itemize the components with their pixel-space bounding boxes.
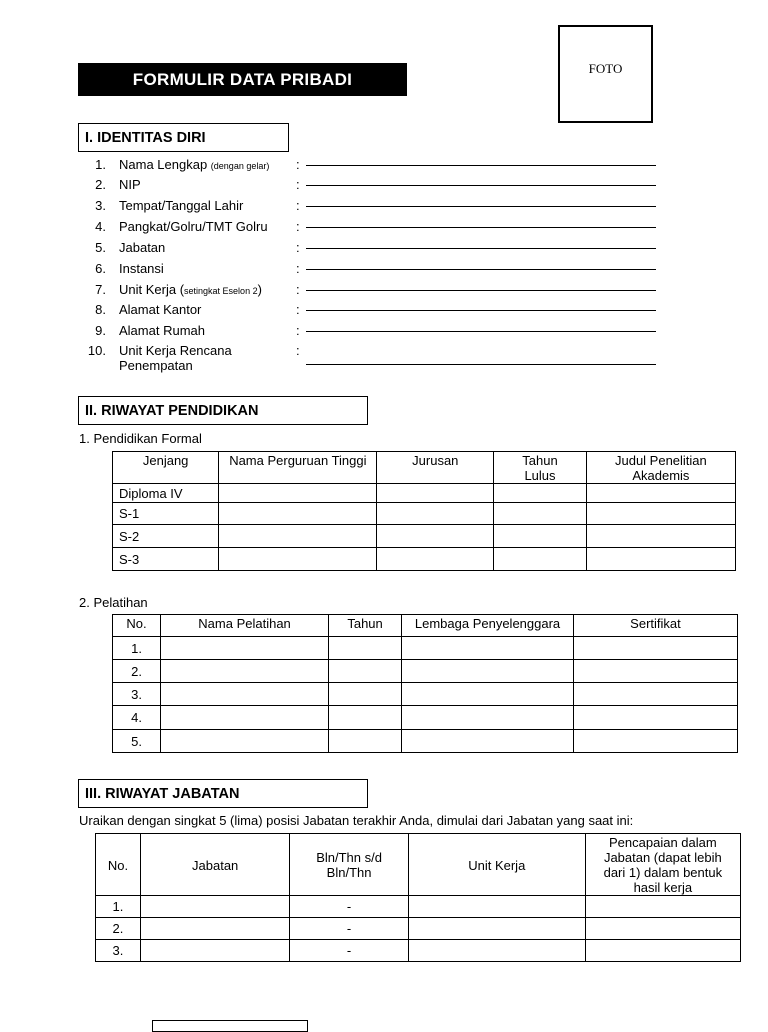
identity-field-row <box>86 198 656 214</box>
column-header <box>161 615 329 637</box>
column-header-line: Pencapaian dalam <box>609 835 717 850</box>
identity-field-row <box>86 157 656 173</box>
column-header <box>408 834 585 896</box>
row-label-cell <box>96 940 141 962</box>
identity-field-row <box>86 177 656 193</box>
column-header <box>494 452 587 484</box>
table-cell[interactable] <box>329 706 402 730</box>
formal-education-table <box>112 451 736 571</box>
field-number: 8. <box>95 302 106 317</box>
column-header <box>585 834 740 896</box>
field-label-text: Alamat Rumah <box>119 323 205 338</box>
column-header-line: Lulus <box>524 468 556 483</box>
table-cell[interactable] <box>329 683 402 706</box>
table-cell[interactable] <box>402 660 574 683</box>
field-label-text: Nama Lengkap <box>119 157 208 172</box>
field-colon: : <box>296 240 300 255</box>
table-cell[interactable] <box>408 896 585 918</box>
column-header-line: Tahun <box>522 453 558 468</box>
formal-education-subtitle: 1. Pendidikan Formal <box>79 431 202 446</box>
field-input-line[interactable] <box>306 290 656 291</box>
table-cell[interactable] <box>585 940 740 962</box>
bottom-box <box>152 1020 308 1032</box>
field-number: 10. <box>87 343 106 358</box>
table-row <box>113 637 738 660</box>
identity-field-row <box>86 323 656 339</box>
column-header <box>140 834 289 896</box>
header-row <box>96 834 741 896</box>
field-number: 1. <box>95 157 106 172</box>
field-label <box>119 302 201 317</box>
column-header-line: Jabatan <box>192 857 239 873</box>
training-table <box>112 614 738 753</box>
row-label: S-3 <box>119 551 140 567</box>
table-cell[interactable] <box>161 660 329 683</box>
field-colon: : <box>296 219 300 234</box>
field-number: 4. <box>95 219 106 234</box>
identity-field-row <box>86 302 656 318</box>
table-cell[interactable] <box>377 525 494 548</box>
row-label-cell <box>113 660 161 683</box>
column-header-line: Judul Penelitian <box>614 453 707 468</box>
row-label-cell <box>96 896 141 918</box>
dash-placeholder: - <box>346 899 352 914</box>
table-cell[interactable] <box>161 683 329 706</box>
field-label <box>119 157 269 172</box>
field-label-text: Instansi <box>119 261 164 276</box>
field-input-line[interactable] <box>306 227 656 228</box>
table-cell[interactable] <box>586 484 735 503</box>
column-header-line: No. <box>126 616 147 631</box>
field-label <box>119 198 243 213</box>
row-label-cell <box>113 706 161 730</box>
field-number: 5. <box>95 240 106 255</box>
row-label-cell <box>113 484 219 503</box>
field-input-line[interactable] <box>306 310 656 311</box>
field-label-text: Tempat/Tanggal Lahir <box>119 198 244 213</box>
field-input-line[interactable] <box>306 206 656 207</box>
field-input-line[interactable] <box>306 165 656 166</box>
field-label <box>119 177 141 192</box>
row-label: 5. <box>131 733 142 749</box>
column-header-line: Nama Perguruan Tinggi <box>229 453 367 468</box>
dash-placeholder: - <box>346 943 352 958</box>
table-cell[interactable] <box>219 548 377 571</box>
field-label <box>119 343 232 373</box>
table-cell[interactable] <box>290 896 408 918</box>
row-label: Diploma IV <box>119 485 183 501</box>
table-cell[interactable] <box>377 503 494 525</box>
table-cell[interactable] <box>573 730 737 753</box>
column-header-line: Akademis <box>632 468 690 483</box>
table-cell[interactable] <box>586 548 735 571</box>
row-label-cell <box>113 525 219 548</box>
table-cell[interactable] <box>585 896 740 918</box>
table-cell[interactable] <box>494 503 587 525</box>
table-cell[interactable] <box>161 637 329 660</box>
table-cell[interactable] <box>402 706 574 730</box>
form-title: FORMULIR DATA PRIBADI <box>78 63 407 96</box>
field-colon: : <box>296 323 300 338</box>
row-label-cell <box>113 548 219 571</box>
table-row <box>113 484 736 503</box>
column-header <box>377 452 494 484</box>
table-cell[interactable] <box>290 940 408 962</box>
table-cell[interactable] <box>402 683 574 706</box>
table-cell[interactable] <box>402 730 574 753</box>
jabatan-intro: Uraikan dengan singkat 5 (lima) posisi Jabatan terakhir Anda, dimulai dari Jabatan yang saat ini: <box>79 813 634 828</box>
column-header-line: Tahun <box>347 616 383 631</box>
identity-field-row <box>86 282 656 298</box>
table-row <box>113 660 738 683</box>
row-label-cell <box>96 918 141 940</box>
field-label <box>119 282 262 297</box>
column-header <box>573 615 737 637</box>
column-header-line: Unit Kerja <box>468 857 526 873</box>
position-history-table <box>95 833 741 962</box>
field-label <box>119 261 164 276</box>
column-header-line: Nama Pelatihan <box>198 616 291 631</box>
field-label-text: Unit Kerja Rencana <box>119 343 232 358</box>
identity-field-row <box>86 261 656 277</box>
field-input-line[interactable] <box>306 269 656 270</box>
table-cell[interactable] <box>377 548 494 571</box>
column-header-line: hasil kerja <box>633 880 693 895</box>
row-label-cell <box>113 730 161 753</box>
header-row <box>113 452 736 484</box>
table-cell[interactable] <box>219 525 377 548</box>
field-label <box>119 219 268 234</box>
table-cell[interactable] <box>219 484 377 503</box>
column-header-line: Bln/Thn s/d <box>316 850 382 865</box>
table-cell[interactable] <box>408 940 585 962</box>
field-label-text: Unit Kerja ( <box>119 282 185 297</box>
section-pendidikan-heading: II. RIWAYAT PENDIDIKAN <box>78 396 368 425</box>
field-number: 2. <box>95 177 106 192</box>
table-cell[interactable] <box>329 730 402 753</box>
row-label-cell <box>113 683 161 706</box>
row-label: 4. <box>131 710 142 725</box>
row-label: S-1 <box>119 506 140 521</box>
table-cell[interactable] <box>161 706 329 730</box>
row-label: S-2 <box>119 528 140 544</box>
table-cell[interactable] <box>329 637 402 660</box>
table-cell[interactable] <box>408 918 585 940</box>
field-number: 3. <box>95 198 106 213</box>
table-row <box>113 525 736 548</box>
row-label: 2. <box>131 663 142 679</box>
column-header <box>586 452 735 484</box>
table-row <box>113 548 736 571</box>
column-header-line: dari 1) dalam bentuk <box>603 865 723 880</box>
field-colon: : <box>296 198 300 213</box>
training-subtitle: 2. Pelatihan <box>79 595 148 610</box>
row-label: 3. <box>131 686 142 702</box>
column-header-line: Jenjang <box>142 453 189 468</box>
table-cell[interactable] <box>219 503 377 525</box>
identity-field-row <box>86 343 656 373</box>
field-input-line[interactable] <box>306 248 656 249</box>
table-row <box>113 730 738 753</box>
table-row <box>113 683 738 706</box>
table-cell[interactable] <box>585 918 740 940</box>
row-label: 3. <box>112 943 124 958</box>
table-cell[interactable] <box>586 525 735 548</box>
row-label-cell <box>113 637 161 660</box>
column-header <box>329 615 402 637</box>
field-label-text: Jabatan <box>119 240 166 255</box>
field-label-text-2: Penempatan <box>119 358 193 373</box>
column-header <box>402 615 574 637</box>
table-cell[interactable] <box>494 484 587 503</box>
table-cell[interactable] <box>140 896 289 918</box>
column-header <box>290 834 408 896</box>
photo-box <box>558 25 653 123</box>
table-cell[interactable] <box>573 683 737 706</box>
table-row <box>113 706 738 730</box>
field-label-text: NIP <box>119 177 141 192</box>
section-identitas-heading: I. IDENTITAS DIRI <box>78 123 289 152</box>
table-cell[interactable] <box>573 660 737 683</box>
field-label-text: Alamat Kantor <box>119 302 202 317</box>
column-header <box>96 834 141 896</box>
table-cell[interactable] <box>573 637 737 660</box>
column-header-line: Bln/Thn <box>326 865 372 880</box>
column-header <box>113 452 219 484</box>
field-number: 7. <box>95 282 106 297</box>
table-cell[interactable] <box>290 918 408 940</box>
table-cell[interactable] <box>402 637 574 660</box>
field-colon: : <box>296 261 300 276</box>
field-label-note: setingkat Eselon 2 <box>184 286 258 296</box>
row-label: 1. <box>131 640 142 656</box>
row-label: 2. <box>112 921 124 936</box>
photo-label: FOTO <box>588 61 623 76</box>
field-label <box>119 240 165 255</box>
table-row <box>96 918 741 940</box>
field-colon: : <box>296 177 300 192</box>
column-header <box>219 452 377 484</box>
table-row <box>96 940 741 962</box>
field-number: 9. <box>95 323 106 338</box>
column-header-line: No. <box>107 857 129 873</box>
table-cell[interactable] <box>329 660 402 683</box>
column-header-line: Lembaga Penyelenggara <box>414 616 561 631</box>
field-number: 6. <box>95 261 106 276</box>
header-row <box>113 615 738 637</box>
field-colon: : <box>296 302 300 317</box>
field-label-text: Pangkat/Golru/TMT Golru <box>119 219 268 234</box>
column-header <box>113 615 161 637</box>
table-cell[interactable] <box>161 730 329 753</box>
table-cell[interactable] <box>494 525 587 548</box>
identity-field-row <box>86 240 656 256</box>
column-header-line: Jabatan (dapat lebih <box>603 850 722 865</box>
table-row <box>113 503 736 525</box>
row-label: 1. <box>112 899 124 914</box>
table-cell[interactable] <box>494 548 587 571</box>
table-row <box>96 896 741 918</box>
dash-placeholder: - <box>346 921 352 936</box>
field-colon: : <box>296 343 300 358</box>
field-input-line[interactable] <box>306 331 656 332</box>
table-cell[interactable] <box>573 706 737 730</box>
field-label-suffix: ) <box>257 282 262 297</box>
field-label-note: (dengan gelar) <box>210 161 270 171</box>
field-colon: : <box>296 157 300 172</box>
column-header-line: Jurusan <box>412 453 459 468</box>
column-header-line: Sertifikat <box>630 616 681 631</box>
table-cell[interactable] <box>140 918 289 940</box>
table-cell[interactable] <box>586 503 735 525</box>
table-cell[interactable] <box>377 484 494 503</box>
field-colon: : <box>296 282 300 297</box>
row-label-cell <box>113 503 219 525</box>
identity-field-row <box>86 219 656 235</box>
field-input-line[interactable] <box>306 364 656 365</box>
table-cell[interactable] <box>140 940 289 962</box>
section-jabatan-heading: III. RIWAYAT JABATAN <box>78 779 368 808</box>
field-input-line[interactable] <box>306 185 656 186</box>
field-label <box>119 323 205 338</box>
